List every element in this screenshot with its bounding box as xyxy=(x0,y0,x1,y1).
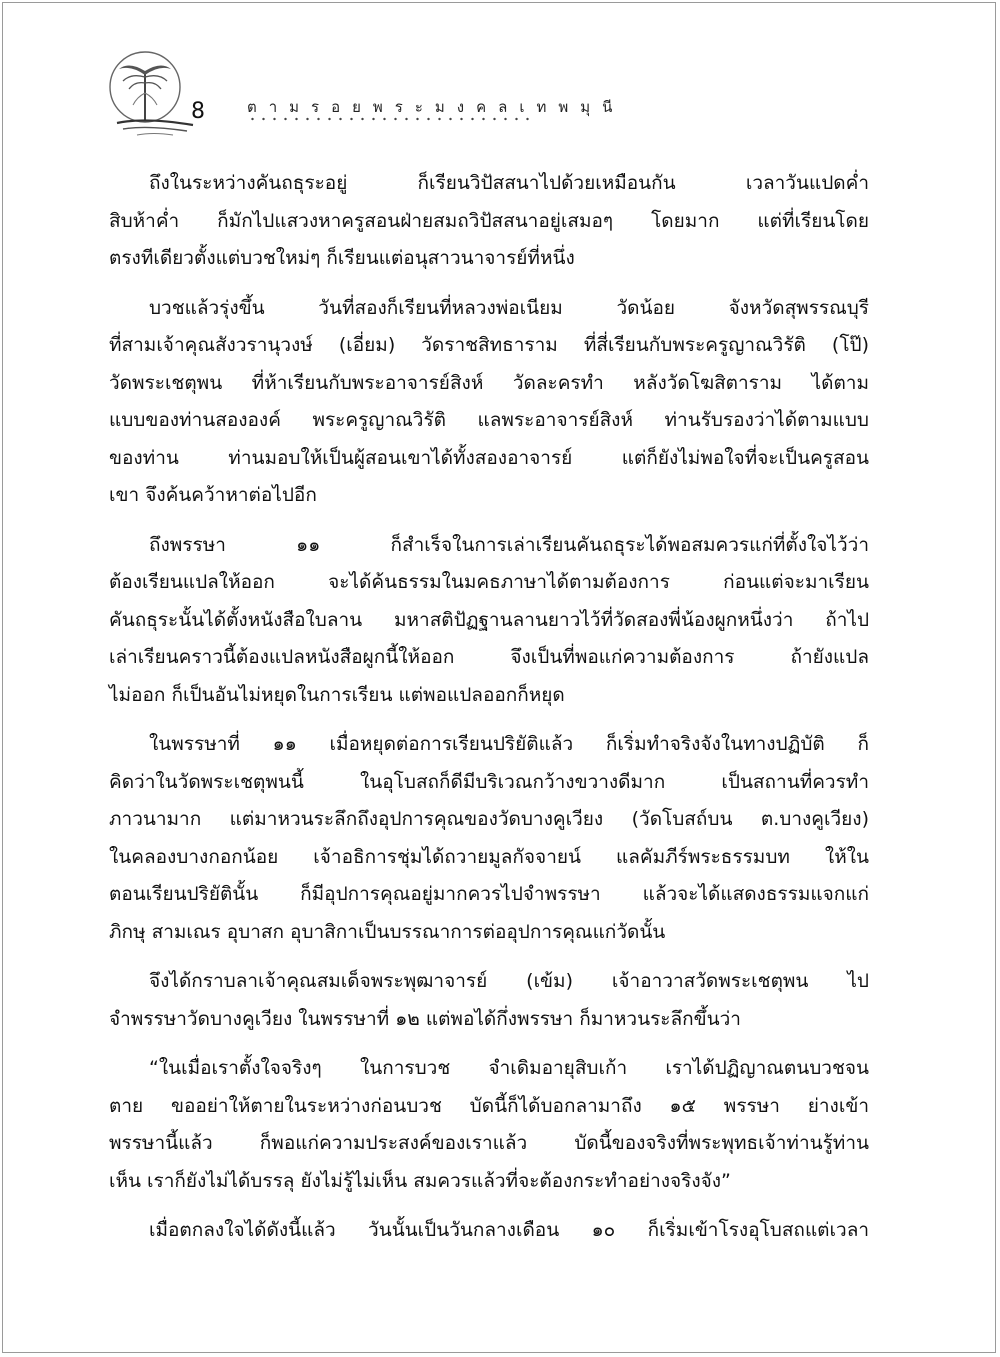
text-line: ตอนเรียนปริยัตินั้น ก็มีอุปการคุณอยู่มากควรไปจำพรรษา แล้วจะได้แสดงธรรมแจกแก่ xyxy=(109,883,869,905)
body-text xyxy=(109,165,869,1262)
text-line: ภาวนามาก แต่มาหวนระลึกถึงอุปการคุณของวัดบางคูเวียง (วัดโบสถ์บน ต.บางคูเวียง) xyxy=(109,808,869,830)
text-line: จึงได้กราบลาเจ้าคุณสมเด็จพระพุฒาจารย์ (เข้ม) เจ้าอาวาสวัดพระเชตุพน ไป xyxy=(149,970,869,992)
text-line: เขา จึงค้นคว้าหาต่อไปอีก xyxy=(109,484,317,506)
text-line: สิบห้าค่ำ ก็มักไปแสวงหาครูสอนฝ่ายสมถวิปัสสนาอยู่เสมอๆ โดยมาก แต่ที่เรียนโดย xyxy=(109,209,869,232)
tree-circle-logo-icon xyxy=(107,47,203,139)
text-line: บวชแล้วรุ่งขึ้น วันที่สองก็เรียนที่หลวงพ่อเนียม วัดน้อย จังหวัดสุพรรณบุรี xyxy=(149,296,869,319)
paragraph xyxy=(109,165,869,278)
paragraph xyxy=(109,290,869,515)
text-line: ถึงพรรษา ๑๑ ก็สำเร็จในการเล่าเรียนคันถธุระได้พอสมควรแก่ที่ตั้งใจไว้ว่า xyxy=(149,533,869,556)
paragraph xyxy=(109,527,869,715)
text-line: แบบของท่านสององค์ พระครูญาณวิรัติ แลพระอาจารย์สิงห์ ท่านรับรองว่าได้ตามแบบ xyxy=(109,409,869,431)
text-line: วัดพระเชตุพน ที่ห้าเรียนกับพระอาจารย์สิงห์ วัดละครทำ หลังวัดโฆสิตาราม ได้ตาม xyxy=(109,371,869,394)
book-page xyxy=(2,2,996,1353)
text-line: คิดว่าในวัดพระเชตุพนนี้ ในอุโบสถก็ดีมีบริเวณกว้างขวางดีมาก เป็นสถานที่ควรทำ xyxy=(109,770,869,793)
text-line: เห็น เราก็ยังไม่ได้บรรลุ ยังไม่รู้ไม่เห็น สมควรแล้วที่จะต้องกระทำอย่างจริงจัง” xyxy=(109,1169,731,1192)
text-line: ในพรรษาที่ ๑๑ เมื่อหยุดต่อการเรียนปริยัติแล้ว ก็เริ่มทำจริงจังในทางปฏิบัติ ก็ xyxy=(149,733,869,755)
text-line: เมื่อตกลงใจได้ดังนี้แล้ว วันนั้นเป็นวันกลางเดือน ๑๐ ก็เริ่มเข้าโรงอุโบสถแต่เวลา xyxy=(149,1219,869,1241)
text-line: จำพรรษาวัดบางคูเวียง ในพรรษาที่ ๑๒ แต่พอได้กึ่งพรรษา ก็มาหวนระลึกขึ้นว่า xyxy=(109,1007,741,1030)
paragraph xyxy=(109,726,869,951)
text-line: ภิกษุ สามเณร อุบาสก อุบาสิกาเป็นบรรณาการต่ออุปการคุณแก่วัดนั้น xyxy=(109,920,666,943)
text-line: ในคลองบางกอกน้อย เจ้าอธิการชุ่มได้ถวายมูลกัจจายน์ แลคัมภีร์พระธรรมบท ให้ใน xyxy=(109,845,869,868)
text-line: เล่าเรียนคราวนี้ต้องแปลหนังสือผูกนี้ให้ออก จึงเป็นที่พอแก่ความต้องการ ถ้ายังแปล xyxy=(109,646,869,668)
title-dotted-rule xyxy=(247,117,529,121)
text-line: ต้องเรียนแปลให้ออก จะได้ค้นธรรมในมคธภาษาได้ตามต้องการ ก่อนแต่จะมาเรียน xyxy=(109,571,869,593)
paragraph xyxy=(109,963,869,1038)
text-line: ที่สามเจ้าคุณสังวรานุวงษ์ (เอี่ยม) วัดราชสิทธาราม ที่สี่เรียนกับพระครูญาณวิรัติ (โป๊) xyxy=(109,334,869,356)
text-line: ตาย ขออย่าให้ตายในระหว่างก่อนบวช บัดนี้ก็ได้บอกลามาถึง ๑๕ พรรษา ย่างเข้า xyxy=(109,1094,869,1117)
text-line: ตรงทีเดียวตั้งแต่บวชใหม่ๆ ก็เรียนแต่อนุสาวนาจารย์ที่หนึ่ง xyxy=(109,247,575,269)
text-line: พรรษานี้แล้ว ก็พอแก่ความประสงค์ของเราแล้ว บัดนี้ของจริงที่พระพุทธเจ้าท่านรู้ท่าน xyxy=(109,1132,869,1154)
paragraph xyxy=(109,1212,869,1250)
text-line: ไม่ออก ก็เป็นอันไม่หยุดในการเรียน แต่พอแปลออกก็หยุด xyxy=(109,683,565,706)
page-number: 8 xyxy=(191,99,205,124)
text-line: ของท่าน ท่านมอบให้เป็นผู้สอนเขาได้ทั้งสองอาจารย์ แต่ก็ยังไม่พอใจที่จะเป็นครูสอน xyxy=(109,446,869,469)
text-line: ถึงในระหว่างคันถธุระอยู่ ก็เรียนวิปัสสนาไปด้วยเหมือนกัน เวลาวันแปดค่ำ xyxy=(149,172,869,194)
text-line: คันถธุระนั้นได้ตั้งหนังสือใบลาน มหาสติปัฏฐานลานยาวไว้ที่วัดสองพี่น้องผูกหนึ่งว่า ถ้าไป xyxy=(109,608,869,631)
running-title: ตามรอยพระมงคลเทพมุนี xyxy=(247,98,625,116)
paragraph xyxy=(109,1050,869,1200)
text-line: “ในเมื่อเราตั้งใจจริงๆ ในการบวช จำเดิมอายุสิบเก้า เราได้ปฏิญาณตนบวชจน xyxy=(149,1057,869,1079)
